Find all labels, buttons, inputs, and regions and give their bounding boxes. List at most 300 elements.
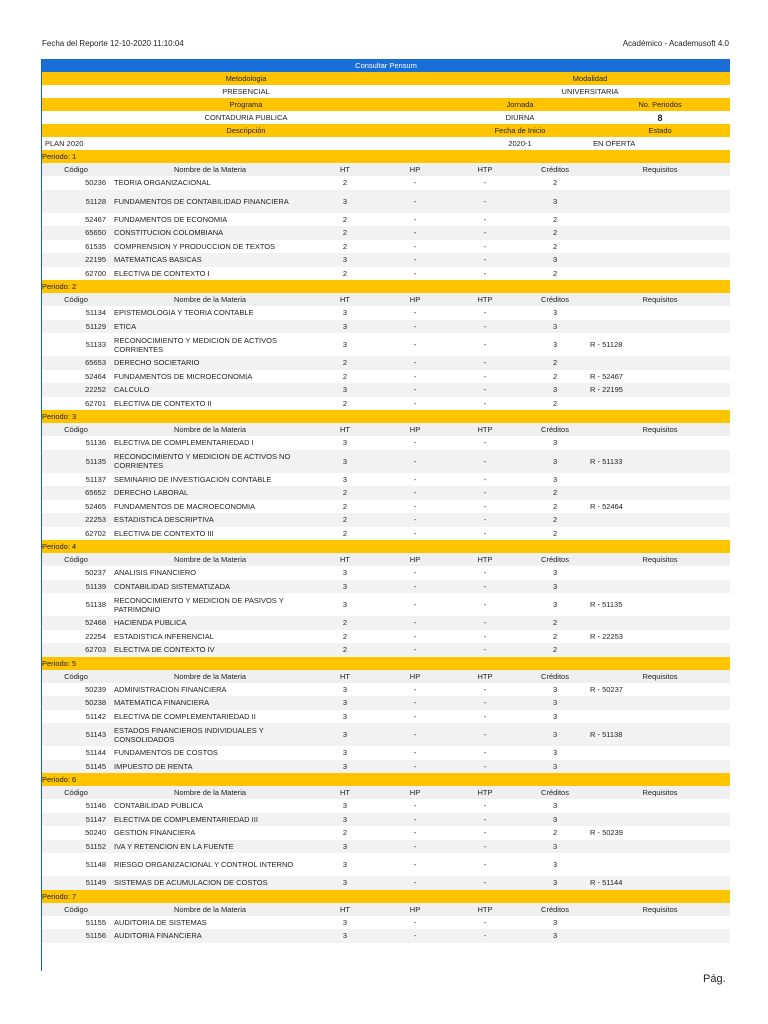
course-name: FUNDAMENTOS DE MACROECONOMIA — [114, 501, 256, 511]
course-credits: 2 — [520, 643, 590, 657]
course-requisitos — [590, 436, 730, 450]
course-ht: 3 — [310, 876, 380, 890]
course-code: 62702 — [85, 528, 106, 538]
course-requisitos: R - 51135 — [590, 600, 623, 609]
course-row — [42, 616, 730, 630]
course-row — [42, 710, 730, 724]
course-ht: 2 — [342, 631, 348, 641]
course-name: HACIENDA PUBLICA — [110, 616, 310, 630]
course-htp: - — [483, 340, 487, 349]
course-requisitos — [590, 356, 730, 370]
course-row — [42, 876, 730, 890]
course-credits: 2 — [553, 241, 558, 251]
course-row — [42, 696, 730, 710]
course-name: ELECTIVA DE COMPLEMENTARIEDAD I — [114, 438, 254, 448]
course-name: FUNDAMENTOS DE CONTABILIDAD FINANCIERA — [110, 190, 310, 213]
period-header — [42, 150, 730, 163]
course-htp: - — [450, 696, 520, 710]
col-requisitos-header: Requisitos — [590, 293, 730, 306]
course-hp: - — [413, 860, 417, 869]
col-creditos-header: Créditos — [520, 553, 590, 566]
course-credits: 3 — [553, 474, 558, 484]
col-codigo-header: Código — [42, 423, 110, 436]
course-name: IMPUESTO DE RENTA — [110, 760, 310, 774]
course-code: 22252 — [42, 383, 110, 397]
course-htp: - — [483, 828, 487, 838]
course-credits: 3 — [520, 320, 590, 334]
course-hp: - — [380, 450, 450, 473]
course-hp: - — [380, 723, 450, 746]
course-name: ELECTIVA DE COMPLEMENTARIEDAD III — [110, 813, 310, 827]
course-code: 62700 — [85, 268, 106, 278]
course-name: EPISTEMOLOGIA Y TEORIA CONTABLE — [114, 308, 254, 318]
course-hp: - — [413, 748, 417, 758]
course-ht: 3 — [310, 190, 380, 213]
course-credits: 3 — [553, 340, 558, 349]
course-hp: - — [380, 580, 450, 594]
course-code: 51152 — [42, 840, 110, 854]
col-htp-header: HTP — [450, 423, 520, 436]
course-code: 51137 — [85, 474, 106, 484]
course-hp: - — [380, 643, 450, 657]
course-credits: 3 — [553, 860, 558, 869]
course-ht: 3 — [310, 760, 380, 774]
course-ht: 2 — [342, 398, 348, 408]
course-row — [42, 760, 730, 774]
header-label-row — [42, 72, 730, 85]
course-ht: 3 — [342, 308, 348, 318]
course-code: 65650 — [42, 226, 110, 240]
course-name: ANALISIS FINANCIERO — [114, 568, 197, 578]
course-row — [42, 723, 730, 746]
course-ht: 2 — [310, 616, 380, 630]
course-requisitos — [590, 320, 730, 334]
period-header — [42, 540, 730, 553]
course-credits: 3 — [520, 580, 590, 594]
fecha-inicio-label: Fecha de Inicio — [450, 124, 590, 137]
course-htp: - — [450, 486, 520, 500]
course-hp: - — [380, 616, 450, 630]
course-credits: 3 — [520, 840, 590, 854]
course-code: 51147 — [42, 813, 110, 827]
col-creditos-header: Créditos — [520, 293, 590, 306]
course-requisitos — [590, 746, 730, 760]
course-hp: - — [380, 356, 450, 370]
col-hp-header: HP — [380, 903, 450, 916]
course-ht: 3 — [342, 684, 348, 694]
course-credits: 3 — [520, 696, 590, 710]
col-nombre-header: Nombre de la Materia — [110, 903, 310, 916]
course-htp: - — [450, 643, 520, 657]
column-header-row — [42, 163, 730, 176]
programa-label: Programa — [42, 98, 450, 111]
course-hp: - — [380, 226, 450, 240]
course-name: FUNDAMENTOS DE COSTOS — [114, 748, 218, 758]
course-hp: - — [380, 696, 450, 710]
course-hp: - — [380, 253, 450, 267]
course-htp: - — [450, 320, 520, 334]
no-periodos-label: No. Periodos — [590, 98, 730, 111]
course-code: 51133 — [85, 340, 106, 349]
course-htp: - — [483, 860, 487, 869]
col-htp-header: HTP — [450, 786, 520, 799]
period-label: Periodo: 5 — [42, 657, 730, 670]
course-row — [42, 683, 730, 697]
modalidad-value: UNIVERSITARIA — [561, 87, 619, 96]
course-row — [42, 527, 730, 541]
col-requisitos-header: Requisitos — [590, 423, 730, 436]
course-name: CONSTITUCION COLOMBIANA — [110, 226, 310, 240]
course-requisitos: R - 51144 — [590, 876, 730, 890]
course-htp: - — [450, 723, 520, 746]
course-name: IVA Y RETENCION EN LA FUENTE — [110, 840, 310, 854]
course-credits: 2 — [520, 226, 590, 240]
course-htp: - — [483, 684, 487, 694]
course-htp: - — [450, 383, 520, 397]
col-htp-header: HTP — [450, 553, 520, 566]
course-ht: 3 — [310, 450, 380, 473]
course-requisitos — [590, 760, 730, 774]
course-credits: 2 — [553, 214, 558, 224]
course-ht: 3 — [310, 383, 380, 397]
course-ht: 3 — [310, 723, 380, 746]
course-htp: - — [483, 568, 487, 578]
course-credits: 3 — [553, 917, 558, 927]
course-credits: 3 — [553, 438, 558, 448]
course-code: 50240 — [85, 828, 106, 838]
course-requisitos — [590, 213, 730, 227]
course-hp: - — [413, 631, 417, 641]
course-code: 51149 — [42, 876, 110, 890]
course-row — [42, 176, 730, 190]
course-htp: - — [450, 450, 520, 473]
course-hp: - — [380, 760, 450, 774]
course-htp: - — [483, 308, 487, 318]
course-ht: 2 — [342, 528, 348, 538]
col-codigo-header: Código — [42, 903, 110, 916]
course-row — [42, 826, 730, 840]
col-nombre-header: Nombre de la Materia — [110, 553, 310, 566]
course-ht: 2 — [342, 241, 348, 251]
course-row — [42, 630, 730, 644]
no-periodos-value: 8 — [657, 112, 663, 123]
course-code: 51136 — [85, 438, 106, 448]
col-hp-header: HP — [380, 553, 450, 566]
column-header-row — [42, 423, 730, 436]
col-hp-header: HP — [380, 163, 450, 176]
course-credits: 3 — [553, 748, 558, 758]
course-htp: - — [483, 711, 487, 721]
course-name: AUDITORIA FINANCIERA — [110, 929, 310, 943]
course-name: CALCULO — [110, 383, 310, 397]
course-requisitos — [590, 840, 730, 854]
col-requisitos-header: Requisitos — [590, 163, 730, 176]
course-row — [42, 356, 730, 370]
course-hp: - — [413, 371, 417, 381]
course-htp: - — [483, 268, 487, 278]
course-ht: 3 — [310, 696, 380, 710]
course-requisitos — [590, 513, 730, 527]
col-ht-header: HT — [310, 293, 380, 306]
course-name: ADMINISTRACION FINANCIERA — [114, 684, 227, 694]
course-hp: - — [413, 801, 417, 811]
course-row — [42, 853, 730, 876]
course-ht: 2 — [310, 513, 380, 527]
course-name: ESTADOS FINANCIEROS INDIVIDUALES Y CONSOLIDADOS — [110, 723, 310, 746]
period-label: Periodo: 7 — [42, 890, 730, 903]
course-hp: - — [413, 917, 417, 927]
course-row — [42, 213, 730, 227]
course-credits: 2 — [553, 268, 558, 278]
course-code: 62703 — [42, 643, 110, 657]
course-code: 51139 — [42, 580, 110, 594]
course-hp: - — [380, 486, 450, 500]
course-name: COMPRENSION Y PRODUCCION DE TEXTOS — [114, 241, 276, 251]
course-credits: 2 — [520, 513, 590, 527]
course-credits: 2 — [520, 356, 590, 370]
course-code: 52465 — [85, 501, 106, 511]
course-hp: - — [380, 929, 450, 943]
course-htp: - — [450, 929, 520, 943]
course-htp: - — [483, 600, 487, 609]
course-credits: 2 — [553, 528, 558, 538]
course-ht: 3 — [342, 340, 348, 349]
col-nombre-header: Nombre de la Materia — [110, 786, 310, 799]
course-requisitos: R - 50237 — [590, 684, 623, 694]
descripcion-label: Descripción — [42, 124, 450, 137]
course-code: 22253 — [42, 513, 110, 527]
course-name: ELECTIVA DE CONTEXTO II — [114, 398, 212, 408]
course-code: 50236 — [85, 178, 106, 188]
course-hp: - — [380, 813, 450, 827]
course-hp: - — [413, 308, 417, 318]
course-ht: 3 — [342, 711, 348, 721]
course-row — [42, 306, 730, 320]
course-credits: 3 — [553, 308, 558, 318]
course-hp: - — [380, 840, 450, 854]
col-htp-header: HTP — [450, 670, 520, 683]
col-htp-header: HTP — [450, 903, 520, 916]
course-requisitos: R - 51133 — [590, 450, 730, 473]
course-credits: 3 — [520, 383, 590, 397]
course-htp: - — [483, 474, 487, 484]
course-requisitos — [590, 486, 730, 500]
course-row — [42, 643, 730, 657]
course-requisitos — [590, 240, 730, 254]
course-hp: - — [413, 214, 417, 224]
course-htp: - — [450, 356, 520, 370]
course-name: DERECHO SOCIETARIO — [110, 356, 310, 370]
col-hp-header: HP — [380, 786, 450, 799]
course-hp: - — [413, 268, 417, 278]
col-codigo-header: Código — [42, 670, 110, 683]
course-ht: 3 — [342, 748, 348, 758]
course-row — [42, 486, 730, 500]
course-requisitos — [590, 267, 730, 281]
course-name: RECONOCIMIENTO Y MEDICION DE PASIVOS Y PATRIMONIO — [114, 595, 284, 614]
course-row — [42, 397, 730, 411]
course-name: FUNDAMENTOS DE MICROECONOMIA — [114, 371, 253, 381]
col-codigo-header: Código — [42, 553, 110, 566]
course-htp: - — [483, 748, 487, 758]
col-nombre-header: Nombre de la Materia — [110, 423, 310, 436]
course-credits: 3 — [520, 876, 590, 890]
course-ht: 3 — [310, 253, 380, 267]
period-header — [42, 773, 730, 786]
course-ht: 3 — [310, 929, 380, 943]
course-ht: 3 — [342, 568, 348, 578]
course-credits: 3 — [520, 929, 590, 943]
programa-value: CONTADURIA PUBLICA — [204, 113, 288, 122]
course-credits: 2 — [553, 631, 558, 641]
descripcion-value: PLAN 2020 — [45, 139, 84, 148]
course-htp: - — [450, 813, 520, 827]
course-row — [42, 226, 730, 240]
course-credits: 2 — [553, 828, 558, 838]
course-hp: - — [413, 340, 417, 349]
course-row — [42, 840, 730, 854]
course-ht: 2 — [310, 643, 380, 657]
col-requisitos-header: Requisitos — [590, 670, 730, 683]
course-requisitos: R - 22253 — [590, 631, 623, 641]
course-htp: - — [450, 226, 520, 240]
course-name: RECONOCIMIENTO Y MEDICION DE ACTIVOS CORRIENTES — [114, 335, 277, 354]
jornada-label: Jornada — [450, 98, 590, 111]
column-header-row — [42, 670, 730, 683]
course-code: 52468 — [42, 616, 110, 630]
course-ht: 3 — [342, 474, 348, 484]
course-requisitos — [590, 696, 730, 710]
course-code: 52464 — [85, 371, 106, 381]
course-credits: 2 — [520, 616, 590, 630]
course-requisitos: R - 51138 — [590, 723, 730, 746]
course-hp: - — [413, 528, 417, 538]
course-hp: - — [380, 383, 450, 397]
course-name: ELECTIVA DE CONTEXTO IV — [110, 643, 310, 657]
col-ht-header: HT — [310, 163, 380, 176]
course-code: 51143 — [42, 723, 110, 746]
course-code: 51135 — [42, 450, 110, 473]
course-requisitos — [590, 566, 730, 580]
course-ht: 3 — [310, 840, 380, 854]
course-code: 62701 — [85, 398, 106, 408]
course-requisitos — [590, 397, 730, 411]
course-hp: - — [413, 600, 417, 609]
course-code: 50238 — [42, 696, 110, 710]
course-row — [42, 799, 730, 813]
course-htp: - — [450, 190, 520, 213]
title-row — [42, 59, 730, 72]
course-credits: 3 — [520, 760, 590, 774]
metodologia-value: PRESENCIAL — [222, 87, 270, 96]
pensum-sheet — [41, 59, 730, 971]
col-creditos-header: Créditos — [520, 903, 590, 916]
course-row — [42, 580, 730, 594]
course-row — [42, 593, 730, 616]
course-name: RIESGO ORGANIZACIONAL Y CONTROL INTERNO — [114, 860, 294, 869]
course-hp: - — [380, 320, 450, 334]
course-htp: - — [483, 241, 487, 251]
course-name: MATEMATICAS BASICAS — [110, 253, 310, 267]
course-htp: - — [483, 631, 487, 641]
col-creditos-header: Créditos — [520, 786, 590, 799]
col-creditos-header: Créditos — [520, 670, 590, 683]
header-label-row — [42, 98, 730, 111]
course-name: DERECHO LABORAL — [110, 486, 310, 500]
col-hp-header: HP — [380, 423, 450, 436]
course-code: 51146 — [85, 801, 106, 811]
period-header — [42, 657, 730, 670]
course-requisitos: R - 22195 — [590, 383, 730, 397]
period-label: Periodo: 4 — [42, 540, 730, 553]
course-requisitos — [590, 643, 730, 657]
course-ht: 3 — [342, 438, 348, 448]
metodologia-label: Metodologia — [42, 72, 450, 85]
course-ht: 3 — [310, 813, 380, 827]
column-header-row — [42, 903, 730, 916]
course-ht: 3 — [310, 320, 380, 334]
col-nombre-header: Nombre de la Materia — [110, 163, 310, 176]
col-htp-header: HTP — [450, 163, 520, 176]
period-label: Periodo: 2 — [42, 280, 730, 293]
course-hp: - — [380, 190, 450, 213]
course-name: GESTION FINANCIERA — [114, 828, 196, 838]
course-name: SISTEMAS DE ACUMULACION DE COSTOS — [110, 876, 310, 890]
course-row — [42, 473, 730, 487]
course-name: TEORIA ORGANIZACIONAL — [114, 178, 211, 188]
course-requisitos — [590, 527, 730, 541]
course-hp: - — [380, 876, 450, 890]
course-credits: 3 — [553, 684, 558, 694]
course-row — [42, 253, 730, 267]
course-credits: 3 — [520, 723, 590, 746]
course-ht: 2 — [342, 268, 348, 278]
report-date: Fecha del Reporte 12-10-2020 11:10:04 — [42, 39, 184, 48]
course-ht: 2 — [342, 178, 348, 188]
course-code: 51128 — [42, 190, 110, 213]
course-requisitos — [590, 306, 730, 320]
course-name: ELECTIVA DE CONTEXTO III — [114, 528, 214, 538]
course-row — [42, 436, 730, 450]
course-code: 50237 — [85, 568, 106, 578]
course-name: ELECTIVA DE CONTEXTO I — [114, 268, 210, 278]
period-label: Periodo: 6 — [42, 773, 730, 786]
column-header-row — [42, 786, 730, 799]
course-code: 51138 — [85, 600, 106, 609]
course-htp: - — [483, 801, 487, 811]
course-row — [42, 566, 730, 580]
course-code: 22195 — [42, 253, 110, 267]
course-row — [42, 240, 730, 254]
course-hp: - — [413, 474, 417, 484]
col-requisitos-header: Requisitos — [590, 903, 730, 916]
course-name: AUDITORIA DE SISTEMAS — [114, 917, 207, 927]
course-credits: 3 — [553, 568, 558, 578]
course-row — [42, 383, 730, 397]
course-name: CONTABILIDAD PUBLICA — [114, 801, 204, 811]
course-row — [42, 929, 730, 943]
course-credits: 3 — [553, 801, 558, 811]
course-code: 61535 — [85, 241, 106, 251]
header-value-row — [42, 111, 730, 124]
course-ht: 2 — [342, 828, 348, 838]
course-requisitos — [590, 710, 730, 724]
course-htp: - — [483, 371, 487, 381]
course-htp: - — [450, 760, 520, 774]
course-requisitos — [590, 916, 730, 930]
header-label-row — [42, 124, 730, 137]
course-code: 51155 — [85, 917, 106, 927]
